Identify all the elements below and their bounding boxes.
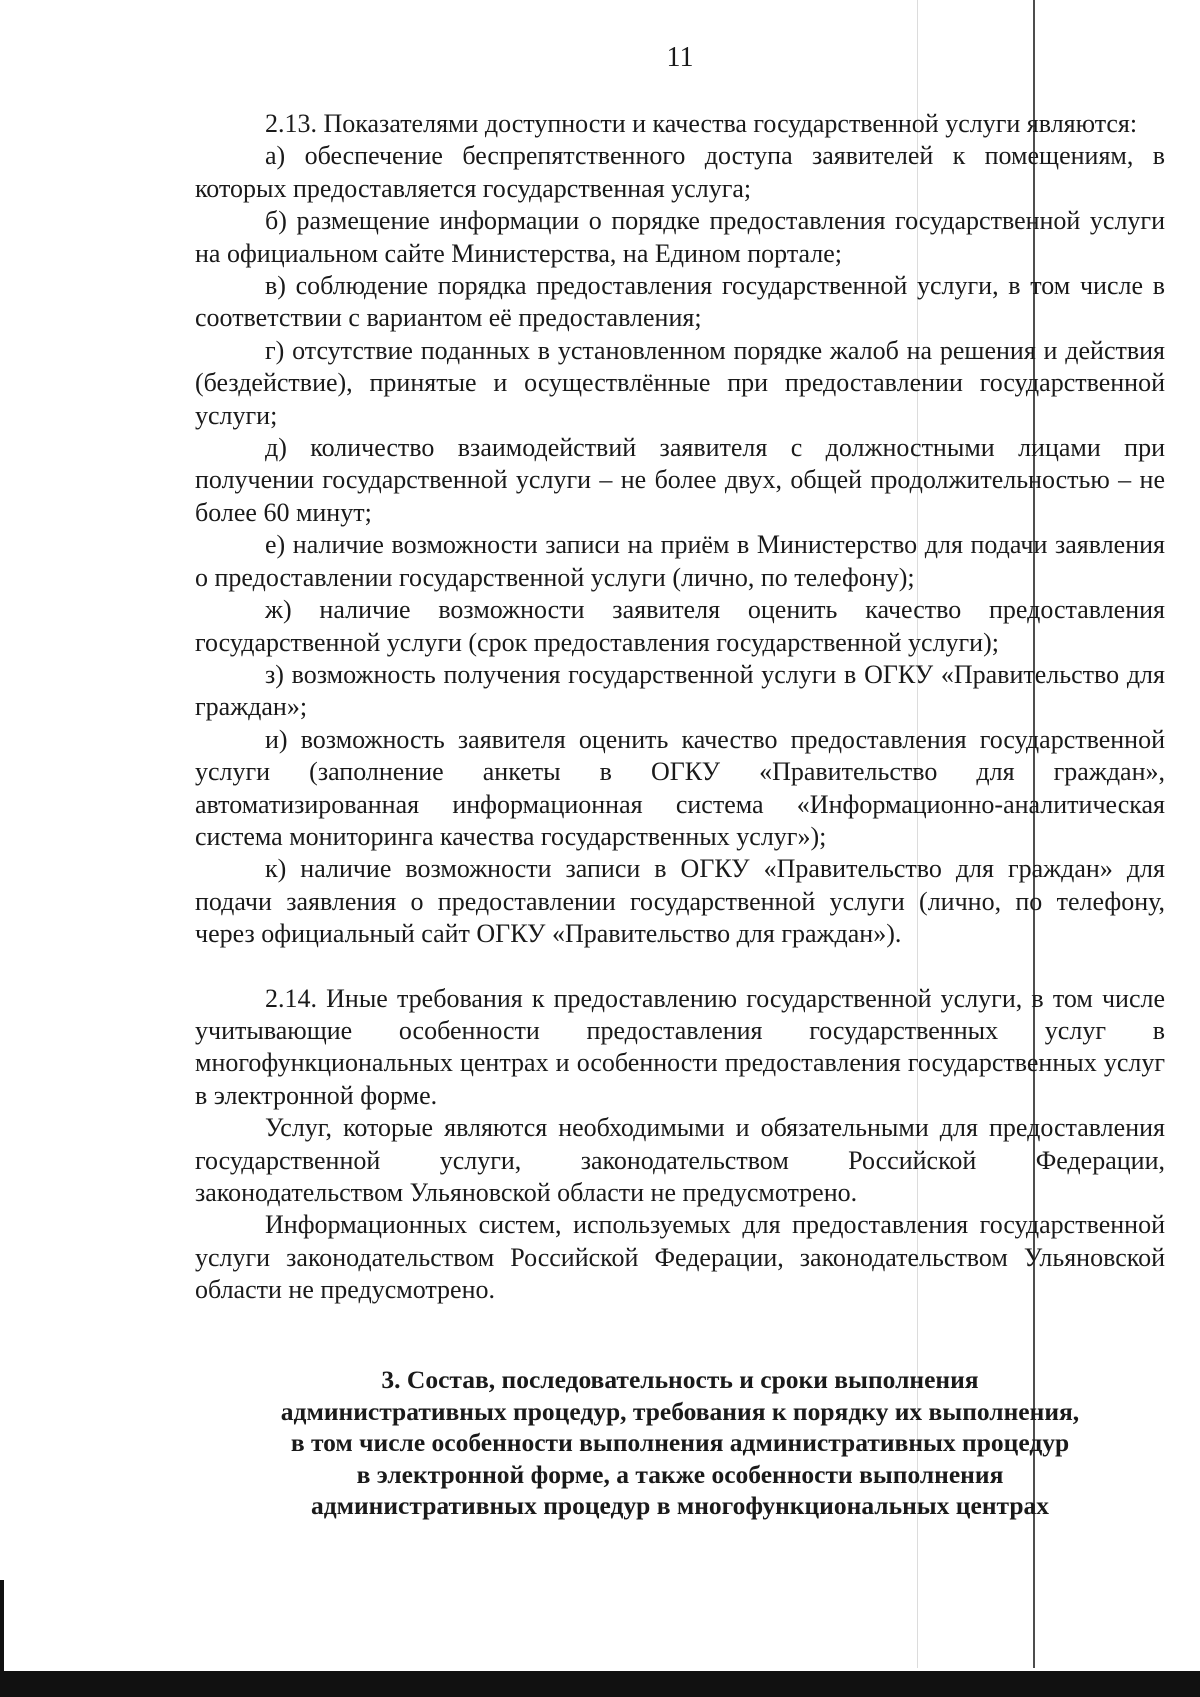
list-item-b: б) размещение информации о порядке предоставления государственной услуги на официальном сайте Министерства, на Едином портале; [195, 206, 1165, 268]
list-item-k: к) наличие возможности записи в ОГКУ «Правительство для граждан» для подачи заявления о предоставлении государственной услуги (лично, по телефону, через официальный сайт ОГКУ «Правительство для граждан»). [195, 854, 1165, 949]
paragraph-2-13: 2.13. Показателями доступности и качества государственной услуги являются: [265, 109, 1138, 138]
section-heading [195, 1364, 1165, 1522]
page-number: 11 [666, 42, 694, 73]
list-item-i: и) возможность заявителя оценить качество предоставления государственной услуги (заполнение анкеты в ОГКУ «Правительство для граждан», автоматизированная информационная система «Информационно-аналитическая система мониторинга качества государственных услуг»); [195, 724, 1165, 851]
section-heading-line: в электронной форме, а также особенности выполнения [356, 1459, 1004, 1489]
section-heading-line: 3. Состав, последовательность и сроки выполнения [381, 1365, 979, 1394]
list-item-d: д) количество взаимодействий заявителя с должностными лицами при получении государственной услуги – не более двух, общей продолжительностью – не более 60 минут; [195, 433, 1165, 527]
section-heading-line: административных процедур, требования к порядку их выполнения, [280, 1396, 1080, 1426]
scan-left-edge [0, 1580, 4, 1680]
list-item-z: з) возможность получения государственной услуги в ОГКУ «Правительство для граждан»; [195, 659, 1165, 722]
body-text [195, 108, 1165, 1307]
section-heading-line: административных процедур в многофункциональных центрах [310, 1491, 1050, 1520]
list-item-g: г) отсутствие поданных в установленном порядке жалоб на решения и действия (бездействие), принятые и осуществлённые при предоставлении государственной услуги; [195, 335, 1165, 430]
list-item-zh: ж) наличие возможности заявителя оценить качество предоставления государственной услуги (срок предоставления государственной услуги); [195, 595, 1165, 657]
list-item-e: е) наличие возможности записи на приём в Министерство для подачи заявления о предоставлении государственной услуги (лично, по телефону); [195, 530, 1165, 592]
paragraph-info-systems: Информационных систем, используемых для предоставления государственной услуги законодательством Российской Федерации, законодательством Ульяновской области не предусмотрено. [195, 1210, 1165, 1305]
paragraph-services: Услуг, которые являются необходимыми и обязательными для предоставления государственной услуги, законодательством Российской Федерации, законодательством Ульяновской области не предусмотрено. [195, 1113, 1165, 1207]
paragraph-2-14: 2.14. Иные требования к предоставлению государственной услуги, в том числе учитывающие особенности предоставления государственных услуг в многофункциональных центрах и особенности предоставления государственных услуг в электронной форме. [195, 983, 1165, 1110]
list-item-v: в) соблюдение порядка предоставления государственной услуги, в том числе в соответствии с вариантом её предоставления; [195, 271, 1165, 333]
section-heading-line: в том числе особенности выполнения административных процедур [290, 1428, 1070, 1457]
scan-bottom-edge [0, 1671, 1200, 1697]
list-item-a: а) обеспечение беспрепятственного доступа заявителей к помещениям, в которых предоставляется государственная услуга; [195, 141, 1165, 203]
